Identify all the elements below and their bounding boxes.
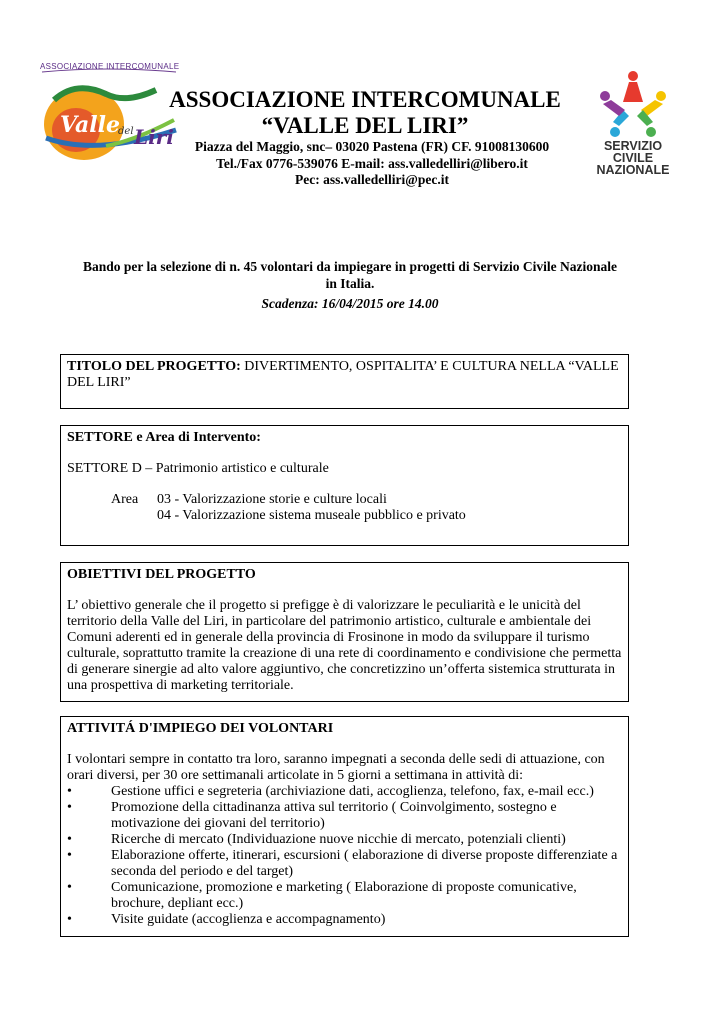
bullet: •: [67, 832, 72, 847]
bando-text: Bando per la selezione di n. 45 volontari da impiegare in progetti di Servizio Civile Nazionale in Italia.: [83, 259, 617, 291]
attivita-intro: I volontari sempre in contatto tra loro, saranno impegnati a seconda delle sedi di attuazione, con orari diversi, per 30 ore settimanali articolate in 5 giorni a settimana in attività di:: [67, 752, 605, 783]
list-item-text: Gestione uffici e segreteria (archiviazione dati, accoglienza, telefono, fax, e-mail ecc.): [111, 784, 594, 799]
area-list: [157, 492, 466, 524]
list-item: [67, 912, 623, 928]
project-title-box: [60, 354, 629, 409]
list-item: [67, 800, 623, 832]
list-item: [67, 880, 623, 912]
project-title-label: TITOLO DEL PROGETTO:: [67, 359, 241, 374]
logo-text-liri: Liri: [134, 125, 174, 149]
obiettivi-heading: OBIETTIVI DEL PROGETTO: [67, 567, 256, 582]
list-item: [67, 832, 623, 848]
list-item-text: Comunicazione, promozione e marketing ( Elaborazione di proposte comunicative, brochure, depliant ecc.): [111, 880, 577, 911]
area-item: 03 - Valorizzazione storie e culture locali: [157, 492, 387, 507]
deadline-text: Scadenza: 16/04/2015 ore 14.00: [261, 296, 439, 311]
obiettivi-box: [60, 562, 629, 702]
address-line: Piazza del Maggio, snc– 03020 Pastena (FR) CF. 91008130600: [194, 139, 550, 154]
phone-email-line: Tel./Fax 0776-539076 E-mail: ass.valledelliri@libero.it: [216, 155, 528, 171]
settore-value: SETTORE D – Patrimonio artistico e culturale: [67, 461, 329, 476]
servizio-civile-logo: [583, 68, 683, 178]
list-item: [67, 848, 623, 880]
title-line-2: “VALLE DEL LIRI”: [261, 113, 469, 138]
area-label: Area: [111, 492, 139, 507]
scn-line-1: SERVIZIO CIVILE: [603, 139, 663, 165]
settore-heading: SETTORE e Area di Intervento:: [67, 430, 261, 445]
area-item: 04 - Valorizzazione sistema museale pubblico e privato: [157, 508, 466, 523]
list-item: [67, 784, 623, 800]
settore-box: [60, 425, 629, 546]
list-item-text: Promozione della cittadinanza attiva sul territorio ( Coinvolgimento, sostegno e motivazione dei giovani del territorio): [111, 800, 557, 831]
logo-text-valle: Valle: [60, 112, 121, 138]
bullet: •: [67, 784, 72, 799]
title-line-1: ASSOCIAZIONE INTERCOMUNALE: [169, 87, 561, 112]
list-item-text: Ricerche di mercato (Individuazione nuove nicchie di mercato, potenziali clienti): [111, 832, 566, 847]
attivita-heading: ATTIVITÁ D'IMPIEGO DEI VOLONTARI: [67, 721, 334, 736]
logo-text-del: del: [118, 126, 134, 137]
attivita-box: [60, 716, 629, 937]
bullet: •: [67, 848, 72, 863]
servizio-civile-label: [583, 140, 683, 176]
bullet: •: [67, 880, 72, 895]
area-row: [67, 492, 623, 524]
attivita-list: [67, 784, 623, 928]
bullet: •: [67, 912, 72, 927]
association-title: [160, 87, 570, 139]
star-people-icon: [583, 68, 683, 140]
scn-line-2: NAZIONALE: [596, 163, 670, 177]
list-item-text: Elaborazione offerte, itinerari, escursioni ( elaborazione di diverse proposte differenziate a seconda del periodo e del target): [111, 848, 618, 879]
list-item-text: Visite guidate (accoglienza e accompagnamento): [111, 912, 386, 927]
obiettivi-text: L’ obiettivo generale che il progetto si prefigge è di valorizzare le peculiarità e le unicità del territorio della Valle del Liri, in particolare del patrimonio artistico, culturale e ambientale dei Comuni aderenti ed in generale della provincia di Frosinone in modo da sviluppare il turismo culturale, soprattutto tramite la creazione di una rete di coordinamento e condivisione che permetta di generare sinergie ad alto valore aggiuntivo, che concretizzino un’offerta sistemica strutturata in una prospettiva di marketing territoriale.: [67, 598, 622, 693]
bullet: •: [67, 800, 72, 815]
logo-ribbon-text: ASSOCIAZIONE INTERCOMUNALE: [40, 62, 180, 71]
pec-line: Pec: ass.valledelliri@pec.it: [295, 172, 449, 187]
contact-info: [178, 139, 566, 189]
project-title-value: DIVERTIMENTO, OSPITALITA’ E CULTURA NELLA “VALLE DEL LIRI”: [67, 359, 619, 390]
